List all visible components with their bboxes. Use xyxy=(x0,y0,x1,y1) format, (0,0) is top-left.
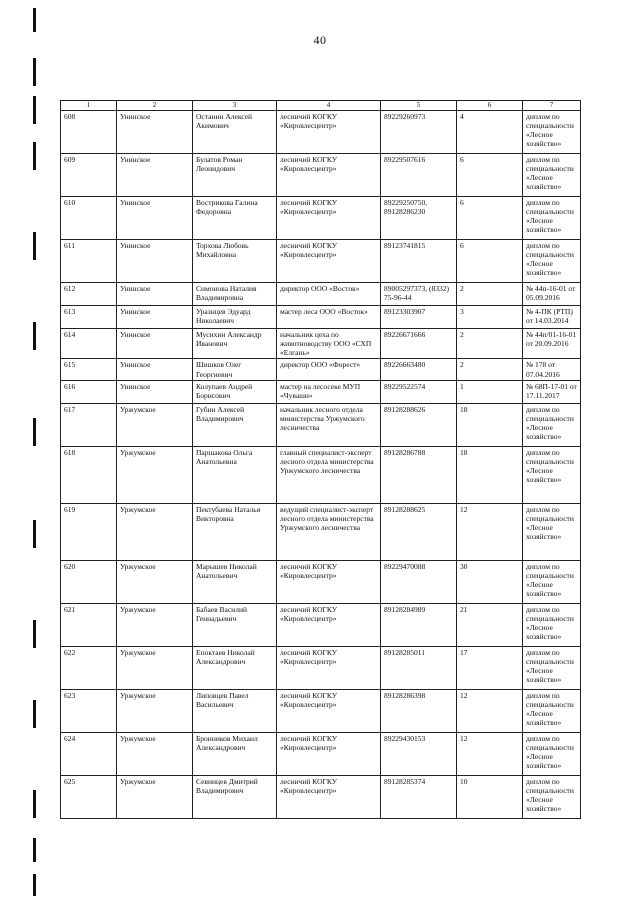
name-cell: Липовцев Павел Васильевич xyxy=(193,689,277,732)
row-number: 613 xyxy=(61,306,117,329)
table-row xyxy=(61,503,581,560)
position-cell: лесничий КОГКУ «Кировлесцентр» xyxy=(277,646,381,689)
name-cell: Шишков Олег Георгиевич xyxy=(193,359,277,380)
forestry-cell: Унинское xyxy=(117,111,193,154)
document-cell: № 178 от 07.04.2016 xyxy=(523,359,581,380)
name-cell: Уразнцев Эдуард Николаевич xyxy=(193,306,277,329)
column-header: 6 xyxy=(457,101,523,111)
experience-cell: 6 xyxy=(457,154,523,197)
row-number: 624 xyxy=(61,732,117,775)
table-row xyxy=(61,689,581,732)
experience-cell: 2 xyxy=(457,359,523,380)
phone-cell: 89128288626 xyxy=(381,403,457,446)
row-number: 619 xyxy=(61,503,117,560)
position-cell: начальник лесного отдела министерства Уржумского лесничества xyxy=(277,403,381,446)
phone-cell: 89005297373, (8332) 75-96-44 xyxy=(381,283,457,306)
name-cell: Симонова Наталия Владимировна xyxy=(193,283,277,306)
table-row xyxy=(61,283,581,306)
experience-cell: 10 xyxy=(457,775,523,818)
experience-cell: 3 xyxy=(457,306,523,329)
document-cell: диплом по специальности «Лесное хозяйство» xyxy=(523,111,581,154)
phone-cell: 89128285374 xyxy=(381,775,457,818)
position-cell: мастер на лесосеке МУП «Чувашн» xyxy=(277,380,381,403)
table-row xyxy=(61,359,581,380)
document-cell: диплом по специальности «Лесное хозяйство» xyxy=(523,646,581,689)
row-number: 608 xyxy=(61,111,117,154)
document-cell: диплом по специальности «Лесное хозяйство» xyxy=(523,732,581,775)
experience-cell: 30 xyxy=(457,560,523,603)
document-cell: № 68П-17-01 от 17.11.2017 xyxy=(523,380,581,403)
row-number: 611 xyxy=(61,240,117,283)
forestry-cell: Унинское xyxy=(117,240,193,283)
experience-cell: 12 xyxy=(457,732,523,775)
document-cell: № 4-ПК (РТП) от 14.03.2014 xyxy=(523,306,581,329)
phone-cell: 89123303907 xyxy=(381,306,457,329)
column-header: 5 xyxy=(381,101,457,111)
forestry-cell: Уржумское xyxy=(117,689,193,732)
name-cell: Булатов Роман Леонидович xyxy=(193,154,277,197)
table-row xyxy=(61,197,581,240)
experience-cell: 21 xyxy=(457,603,523,646)
forestry-cell: Унинское xyxy=(117,329,193,359)
name-cell: Торхова Любовь Михайловна xyxy=(193,240,277,283)
forestry-cell: Унинское xyxy=(117,380,193,403)
position-cell: главный специалист-эксперт лесного отдела министерства Уржумского лесничества xyxy=(277,446,381,503)
phone-cell: 89229522574 xyxy=(381,380,457,403)
position-cell: лесничий КОГКУ «Кировлесцентр» xyxy=(277,732,381,775)
experience-cell: 6 xyxy=(457,197,523,240)
forestry-register-table xyxy=(60,100,581,819)
phone-cell: 89128285011 xyxy=(381,646,457,689)
name-cell: Марышев Николай Анатольевич xyxy=(193,560,277,603)
name-cell: Севинцев Дмитрий Владимирович xyxy=(193,775,277,818)
experience-cell: 1 xyxy=(457,380,523,403)
position-cell: лесничий КОГКУ «Кировлесцентр» xyxy=(277,775,381,818)
table-row xyxy=(61,646,581,689)
document-cell: диплом по специальности «Лесное хозяйство» xyxy=(523,503,581,560)
experience-cell: 18 xyxy=(457,403,523,446)
forestry-cell: Уржумское xyxy=(117,560,193,603)
name-cell: Вострикова Галина Федоровна xyxy=(193,197,277,240)
page-number: 40 xyxy=(313,33,327,47)
phone-cell: 89128286398 xyxy=(381,689,457,732)
position-cell: лесничий КОГКУ «Кировлесцентр» xyxy=(277,689,381,732)
name-cell: Бронников Михаил Александрович xyxy=(193,732,277,775)
document-cell: диплом по специальности «Лесное хозяйство» xyxy=(523,403,581,446)
name-cell: Пектубаева Наталья Викторовна xyxy=(193,503,277,560)
document-cell: диплом по специальности «Лесное хозяйство» xyxy=(523,197,581,240)
row-number: 623 xyxy=(61,689,117,732)
position-cell: лесничий КОГКУ «Кировлесцентр» xyxy=(277,560,381,603)
row-number: 620 xyxy=(61,560,117,603)
position-cell: лесничий КОГКУ «Кировлесцентр» xyxy=(277,197,381,240)
name-cell: Мусихин Александр Иванович xyxy=(193,329,277,359)
document-cell: диплом по специальности «Лесное хозяйство» xyxy=(523,154,581,197)
experience-cell: 4 xyxy=(457,111,523,154)
document-cell: диплом по специальности «Лесное хозяйство» xyxy=(523,775,581,818)
name-cell: Губин Алексей Владимирович xyxy=(193,403,277,446)
table-row xyxy=(61,446,581,503)
column-number-row xyxy=(61,101,581,111)
document-cell: диплом по специальности «Лесное хозяйство» xyxy=(523,446,581,503)
phone-cell: 89128286788 xyxy=(381,446,457,503)
document-cell: № 44п/01-16-01 от 20.09.2016 xyxy=(523,329,581,359)
phone-cell: 89229507616 xyxy=(381,154,457,197)
name-cell: Колупаев Андрей Борисович xyxy=(193,380,277,403)
document-cell: диплом по специальности «Лесное хозяйство» xyxy=(523,603,581,646)
name-cell: Паршакова Ольга Анатольевна xyxy=(193,446,277,503)
forestry-cell: Унинское xyxy=(117,359,193,380)
row-number: 614 xyxy=(61,329,117,359)
name-cell: Бабаев Василий Геннадьевич xyxy=(193,603,277,646)
table-row xyxy=(61,329,581,359)
column-header: 4 xyxy=(277,101,381,111)
position-cell: лесничий КОГКУ «Кировлесцентр» xyxy=(277,603,381,646)
experience-cell: 2 xyxy=(457,329,523,359)
column-header: 1 xyxy=(61,101,117,111)
column-header: 7 xyxy=(523,101,581,111)
table-row xyxy=(61,775,581,818)
document-cell: № 44п-16-01 от 05.09.2016 xyxy=(523,283,581,306)
row-number: 625 xyxy=(61,775,117,818)
column-header: 2 xyxy=(117,101,193,111)
phone-cell: 89229430153 xyxy=(381,732,457,775)
row-number: 609 xyxy=(61,154,117,197)
table-row xyxy=(61,603,581,646)
row-number: 622 xyxy=(61,646,117,689)
forestry-cell: Уржумское xyxy=(117,775,193,818)
forestry-cell: Уржумское xyxy=(117,403,193,446)
experience-cell: 12 xyxy=(457,689,523,732)
row-number: 621 xyxy=(61,603,117,646)
experience-cell: 12 xyxy=(457,503,523,560)
forestry-cell: Унинское xyxy=(117,197,193,240)
row-number: 615 xyxy=(61,359,117,380)
document-cell: диплом по специальности «Лесное хозяйство» xyxy=(523,689,581,732)
table-row xyxy=(61,403,581,446)
row-number: 612 xyxy=(61,283,117,306)
position-cell: ведущий специалист-эксперт лесного отдела министерства Уржумского лесничества xyxy=(277,503,381,560)
forestry-cell: Унинское xyxy=(117,154,193,197)
position-cell: лесничий КОГКУ «Кировлесцентр» xyxy=(277,240,381,283)
forestry-cell: Унинское xyxy=(117,306,193,329)
table-row xyxy=(61,306,581,329)
phone-cell: 89229260973 xyxy=(381,111,457,154)
experience-cell: 17 xyxy=(457,646,523,689)
position-cell: начальник цеха по животноводству ООО «СХП «Елгань» xyxy=(277,329,381,359)
forestry-cell: Унинское xyxy=(117,283,193,306)
phone-cell: 89229470088 xyxy=(381,560,457,603)
row-number: 610 xyxy=(61,197,117,240)
row-number: 616 xyxy=(61,380,117,403)
position-cell: директор ООО «Форест» xyxy=(277,359,381,380)
document-cell: диплом по специальности «Лесное хозяйство» xyxy=(523,240,581,283)
document-cell: диплом по специальности «Лесное хозяйство» xyxy=(523,560,581,603)
forestry-cell: Уржумское xyxy=(117,446,193,503)
phone-cell: 89128284989 xyxy=(381,603,457,646)
experience-cell: 6 xyxy=(457,240,523,283)
name-cell: Останин Алексей Акимович xyxy=(193,111,277,154)
table-row xyxy=(61,111,581,154)
phone-cell: 89226671666 xyxy=(381,329,457,359)
row-number: 618 xyxy=(61,446,117,503)
phone-cell: 89128288625 xyxy=(381,503,457,560)
column-header: 3 xyxy=(193,101,277,111)
table-row xyxy=(61,560,581,603)
phone-cell: 89123741815 xyxy=(381,240,457,283)
table-row xyxy=(61,154,581,197)
phone-cell: 89226663480 xyxy=(381,359,457,380)
forestry-cell: Уржумское xyxy=(117,732,193,775)
table-row xyxy=(61,240,581,283)
experience-cell: 18 xyxy=(457,446,523,503)
table-row xyxy=(61,380,581,403)
position-cell: мастер леса ООО «Восток» xyxy=(277,306,381,329)
forestry-cell: Уржумское xyxy=(117,603,193,646)
name-cell: Епоктаев Николай Александрович xyxy=(193,646,277,689)
scan-binding-edge xyxy=(0,0,60,905)
row-number: 617 xyxy=(61,403,117,446)
position-cell: лесничий КОГКУ «Кировлесцентр» xyxy=(277,154,381,197)
position-cell: директор ООО «Восток» xyxy=(277,283,381,306)
experience-cell: 2 xyxy=(457,283,523,306)
forestry-cell: Уржумское xyxy=(117,503,193,560)
position-cell: лесничий КОГКУ «Кировлесцентр» xyxy=(277,111,381,154)
table-row xyxy=(61,732,581,775)
phone-cell: 89229250750, 89128286230 xyxy=(381,197,457,240)
forestry-cell: Уржумское xyxy=(117,646,193,689)
